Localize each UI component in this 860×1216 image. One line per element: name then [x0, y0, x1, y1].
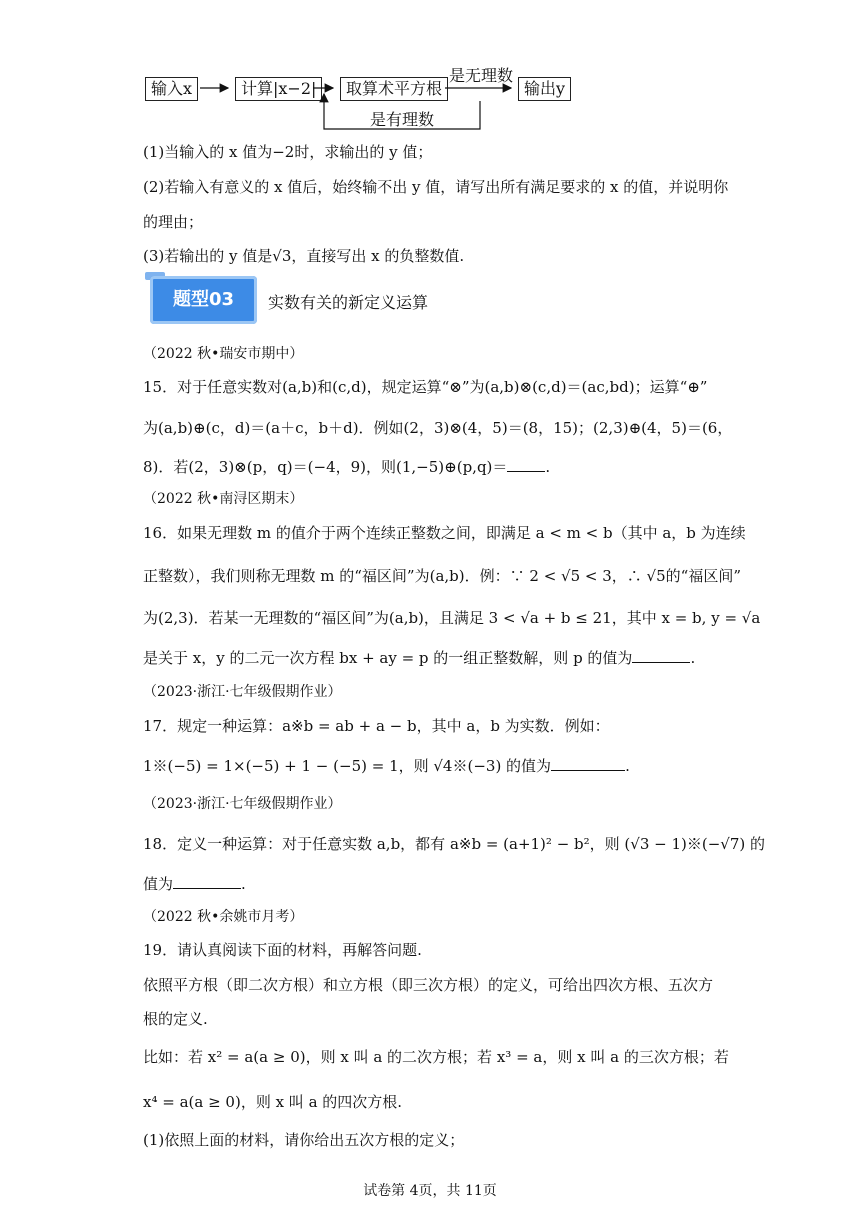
q19-line5: x⁴ = a(a ≥ 0)，则 x 叫 a 的四次方根. — [143, 1093, 403, 1111]
q16-source: （2022 秋•南浔区期末） — [143, 491, 304, 507]
q14-part2a: (2)若输入有意义的 x 值后，始终输不出 y 值，请写出所有满足要求的 x 的值，并说明你 — [143, 178, 729, 196]
flow-arrows — [140, 60, 580, 135]
answer-blank — [507, 457, 545, 472]
q17-source: （2023·浙江·七年级假期作业） — [143, 684, 342, 700]
q17-line1: 17．规定一种运算：a※b = ab + a − b，其中 a，b 为实数．例如： — [143, 717, 610, 735]
q19-line3: 根的定义. — [143, 1010, 208, 1028]
q16-line1: 16．如果无理数 m 的值介于两个连续正整数之间，即满足 a < m < b（其中 a，b 为连续 — [143, 524, 746, 542]
q18-line2-wrap: 值为 . — [143, 875, 246, 893]
section-badge: 题型03 — [150, 276, 257, 324]
page-footer: 试卷第 4页，共 11页 — [363, 1183, 497, 1199]
q18-line2: 值为 — [143, 875, 174, 893]
q16-line3: 为(2,3)．若某一无理数的“福区间”为(a,b)，且满足 3 < √a + b ≤ 21，其中 x = b, y = √a — [143, 609, 761, 627]
q15-line1: 15．对于任意实数对(a,b)和(c,d)，规定运算“⊗”为(a,b)⊗(c,d)＝(ac,bd)；运算“⊕” — [143, 378, 708, 396]
answer-blank — [173, 874, 241, 889]
q19-line1: 19．请认真阅读下面的材料，再解答问题. — [143, 941, 422, 959]
q19-line2: 依照平方根（即二次方根）和立方根（即三次方根）的定义，可给出四次方根、五次方 — [143, 976, 714, 994]
q14-part3: (3)若输出的 y 值是√3，直接写出 x 的负整数值. — [143, 247, 465, 265]
q16-line2: 正整数），我们则称无理数 m 的“福区间”为(a,b)．例：∵ 2 < √5 < 3，∴ √5的“福区间” — [143, 567, 741, 585]
q17-line2: 1※(−5) = 1×(−5) + 1 − (−5) = 1，则 √4※(−3) 的值为 — [143, 757, 552, 775]
section-title: 实数有关的新定义运算 — [268, 293, 429, 312]
q15-line3-wrap: 8)．若(2，3)⊗(p，q)＝(−4，9)，则(1,−5)⊕(p,q)＝ . — [143, 458, 551, 476]
q19-part1: (1)依照上面的材料，请你给出五次方根的定义； — [143, 1131, 465, 1149]
q18-line1: 18．定义一种运算：对于任意实数 a,b，都有 a※b = (a+1)² − b²，则 (√3 − 1)※(−√7) 的 — [143, 835, 766, 853]
flow-output-box: 输出y — [518, 77, 571, 101]
q19-line4: 比如：若 x² = a(a ≥ 0)，则 x 叫 a 的二次方根；若 x³ = a，则 x 叫 a 的三次方根；若 — [143, 1048, 729, 1066]
q18-source: （2023·浙江·七年级假期作业） — [143, 796, 342, 812]
q19-source: （2022 秋•余姚市月考） — [143, 909, 304, 925]
q16-line4: 是关于 x，y 的二元一次方程 bx + ay = p 的一组正整数解，则 p 的值为 — [143, 649, 633, 667]
flow-sqrt-box: 取算术平方根 — [340, 77, 448, 101]
flow-irrational-label: 是无理数 — [449, 66, 514, 85]
q14-part1: (1)当输入的 x 值为−2时，求输出的 y 值； — [143, 143, 433, 161]
q17-line2-wrap: 1※(−5) = 1×(−5) + 1 − (−5) = 1，则 √4※(−3) 的值为 . — [143, 757, 630, 775]
flow-compute-box: 计算|x−2| — [235, 77, 322, 101]
q15-source: （2022 秋•瑞安市期中） — [143, 346, 304, 362]
flow-input-box: 输入x — [145, 77, 198, 101]
answer-blank — [632, 648, 690, 663]
q16-line4-wrap: 是关于 x，y 的二元一次方程 bx + ay = p 的一组正整数解，则 p 的值为 . — [143, 649, 696, 667]
q15-line3: 8)．若(2，3)⊗(p，q)＝(−4，9)，则(1,−5)⊕(p,q)＝ — [143, 458, 508, 476]
q14-part2b: 的理由； — [143, 213, 204, 231]
answer-blank — [551, 756, 625, 771]
q15-line2: 为(a,b)⊕(c，d)＝(a＋c，b＋d)．例如(2，3)⊗(4，5)＝(8，15)；(2,3)⊕(4，5)＝(6， — [143, 419, 733, 437]
flow-rational-label: 是有理数 — [370, 110, 435, 129]
flowchart — [140, 60, 580, 135]
